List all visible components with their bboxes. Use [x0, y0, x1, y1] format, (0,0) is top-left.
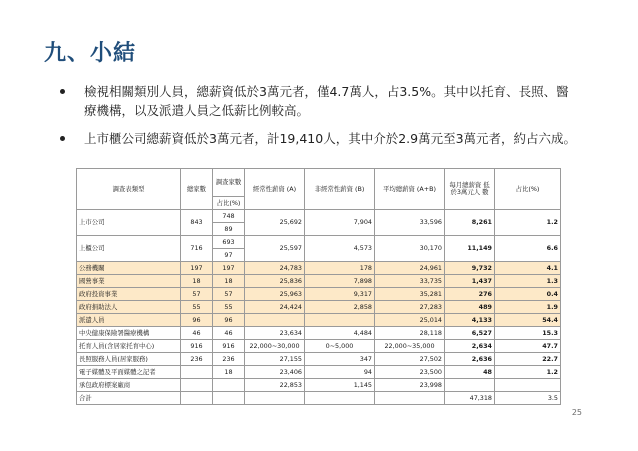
cell-avg-total: 28,118: [375, 327, 445, 340]
cell-irregular: 94: [305, 366, 375, 379]
cell-regular: 25,692: [245, 210, 305, 236]
cell-regular: 25,597: [245, 236, 305, 262]
cell-type: 電子媒體及平面媒體之記者: [77, 366, 181, 379]
cell-type: 政府捐助法人: [77, 301, 181, 314]
cell-sample: 748: [213, 210, 245, 223]
header-under30k: 每月總薪資 低於3萬元人 數: [445, 169, 495, 210]
cell-sample: 96: [213, 314, 245, 327]
cell-sample: 197: [213, 262, 245, 275]
cell-ratio: 22.7: [495, 353, 561, 366]
cell-sample: 18: [213, 275, 245, 288]
cell-type: 派遣人員: [77, 314, 181, 327]
cell-type: 中央健康保險署醫療機構: [77, 327, 181, 340]
cell-empty: [213, 392, 245, 405]
cell-ratio: 47.7: [495, 340, 561, 353]
cell-ratio: 6.6: [495, 236, 561, 262]
header-units: 總家數: [181, 169, 213, 210]
cell-sample: 18: [213, 366, 245, 379]
cell-avg-total: 27,502: [375, 353, 445, 366]
cell-avg-total: 33,596: [375, 210, 445, 236]
cell-type: 托育人員(含居家托育中心): [77, 340, 181, 353]
cell-irregular: 0~5,000: [305, 340, 375, 353]
cell-ratio: [495, 379, 561, 392]
cell-irregular: 347: [305, 353, 375, 366]
cell-regular: 22,000~30,000: [245, 340, 305, 353]
cell-regular: 24,783: [245, 262, 305, 275]
table-row: [77, 353, 561, 366]
cell-type: 上市公司: [77, 210, 181, 236]
cell-ratio: 15.3: [495, 327, 561, 340]
cell-empty: [181, 392, 213, 405]
page-number: 25: [571, 408, 582, 417]
cell-ratio: 54.4: [495, 314, 561, 327]
table-row: [77, 236, 561, 249]
cell-units: 197: [181, 262, 213, 275]
cell-regular: 23,406: [245, 366, 305, 379]
table-header-row: [77, 169, 561, 197]
table-row: [77, 379, 561, 392]
table-row: [77, 340, 561, 353]
cell-ratio: 1.2: [495, 210, 561, 236]
cell-regular: 22,853: [245, 379, 305, 392]
cell-under30k: 276: [445, 288, 495, 301]
cell-under30k: 9,732: [445, 262, 495, 275]
cell-avg-total: 23,998: [375, 379, 445, 392]
bullet-dot-icon: [60, 136, 65, 141]
cell-type: 政府投資事業: [77, 288, 181, 301]
header-sample: 調查家數: [213, 169, 245, 197]
cell-empty: [305, 392, 375, 405]
cell-irregular: 4,484: [305, 327, 375, 340]
cell-under30k: 2,636: [445, 353, 495, 366]
cell-units: 96: [181, 314, 213, 327]
page-title: 九、小結: [44, 41, 137, 66]
cell-under30k: 47,318: [445, 392, 495, 405]
cell-share: 89: [213, 223, 245, 236]
cell-ratio: 1.2: [495, 366, 561, 379]
cell-units: [181, 366, 213, 379]
cell-sample: 916: [213, 340, 245, 353]
cell-regular: 24,424: [245, 301, 305, 314]
cell-regular: 25,836: [245, 275, 305, 288]
cell-irregular: 4,573: [305, 236, 375, 262]
cell-avg-total: 30,170: [375, 236, 445, 262]
table-total-row: [77, 392, 561, 405]
cell-under30k: [445, 379, 495, 392]
cell-under30k: 489: [445, 301, 495, 314]
cell-avg-total: 23,500: [375, 366, 445, 379]
cell-avg-total: 22,000~35,000: [375, 340, 445, 353]
bullet-item: [60, 129, 580, 148]
cell-units: 843: [181, 210, 213, 236]
cell-units: 236: [181, 353, 213, 366]
cell-type: 合計: [77, 392, 181, 405]
bullet-item: [60, 82, 580, 120]
cell-units: 916: [181, 340, 213, 353]
cell-type: 長照服務人員(居家服務): [77, 353, 181, 366]
cell-type: 上櫃公司: [77, 236, 181, 262]
cell-avg-total: 35,281: [375, 288, 445, 301]
table-row: [77, 301, 561, 314]
table-row: [77, 314, 561, 327]
cell-type: 承包政府標案廠商: [77, 379, 181, 392]
cell-units: 716: [181, 236, 213, 262]
table-row: [77, 275, 561, 288]
cell-irregular: 2,858: [305, 301, 375, 314]
cell-irregular: 178: [305, 262, 375, 275]
table-row: [77, 366, 561, 379]
cell-under30k: 8,261: [445, 210, 495, 236]
cell-ratio: 0.4: [495, 288, 561, 301]
cell-irregular: 7,898: [305, 275, 375, 288]
cell-irregular: 1,145: [305, 379, 375, 392]
cell-units: 55: [181, 301, 213, 314]
bullet-text: 檢視相關類別人員，總薪資低於3萬元者，僅4.7萬人，占3.5%。其中以托育、長照、醫療機構，以及派遣人員之低薪比例較高。: [84, 84, 569, 118]
table-row: [77, 210, 561, 223]
cell-sample: 236: [213, 353, 245, 366]
table-row: [77, 288, 561, 301]
summary-bullets: [60, 82, 580, 157]
cell-ratio: 1.3: [495, 275, 561, 288]
header-type: 調查表類型: [77, 169, 181, 210]
cell-ratio: 4.1: [495, 262, 561, 275]
cell-sample: 693: [213, 236, 245, 249]
cell-ratio: 3.5: [495, 392, 561, 405]
cell-under30k: 2,634: [445, 340, 495, 353]
cell-under30k: 48: [445, 366, 495, 379]
cell-under30k: 11,149: [445, 236, 495, 262]
cell-sample: [213, 379, 245, 392]
cell-ratio: 1.9: [495, 301, 561, 314]
cell-regular: 27,155: [245, 353, 305, 366]
cell-empty: [375, 392, 445, 405]
cell-avg-total: 24,961: [375, 262, 445, 275]
cell-regular: 23,634: [245, 327, 305, 340]
cell-sample: 55: [213, 301, 245, 314]
table-row: [77, 262, 561, 275]
cell-units: [181, 379, 213, 392]
salary-table: [76, 168, 561, 405]
bullet-text: 上市櫃公司總薪資低於3萬元者，計19,410人，其中介於2.9萬元至3萬元者，約占六成。: [84, 131, 577, 146]
header-irregular: 非經常性薪資 (B): [305, 169, 375, 210]
cell-avg-total: 33,735: [375, 275, 445, 288]
cell-avg-total: 27,283: [375, 301, 445, 314]
cell-irregular: 9,317: [305, 288, 375, 301]
cell-regular: [245, 314, 305, 327]
cell-regular: 25,963: [245, 288, 305, 301]
header-ratio: 占比(%): [495, 169, 561, 210]
header-avg-total: 平均總薪資 (A+B): [375, 169, 445, 210]
bullet-dot-icon: [60, 89, 65, 94]
cell-under30k: 4,133: [445, 314, 495, 327]
cell-empty: [245, 392, 305, 405]
cell-units: 18: [181, 275, 213, 288]
table-row: [77, 327, 561, 340]
cell-sample: 57: [213, 288, 245, 301]
cell-units: 57: [181, 288, 213, 301]
header-regular: 經常性薪資 (A): [245, 169, 305, 210]
cell-share: 97: [213, 249, 245, 262]
cell-irregular: [305, 314, 375, 327]
cell-units: 46: [181, 327, 213, 340]
cell-under30k: 1,437: [445, 275, 495, 288]
cell-irregular: 7,904: [305, 210, 375, 236]
cell-avg-total: 25,014: [375, 314, 445, 327]
cell-type: 國營事業: [77, 275, 181, 288]
cell-sample: 46: [213, 327, 245, 340]
cell-type: 公務機關: [77, 262, 181, 275]
cell-under30k: 6,527: [445, 327, 495, 340]
header-share: 占比(%): [213, 197, 245, 210]
